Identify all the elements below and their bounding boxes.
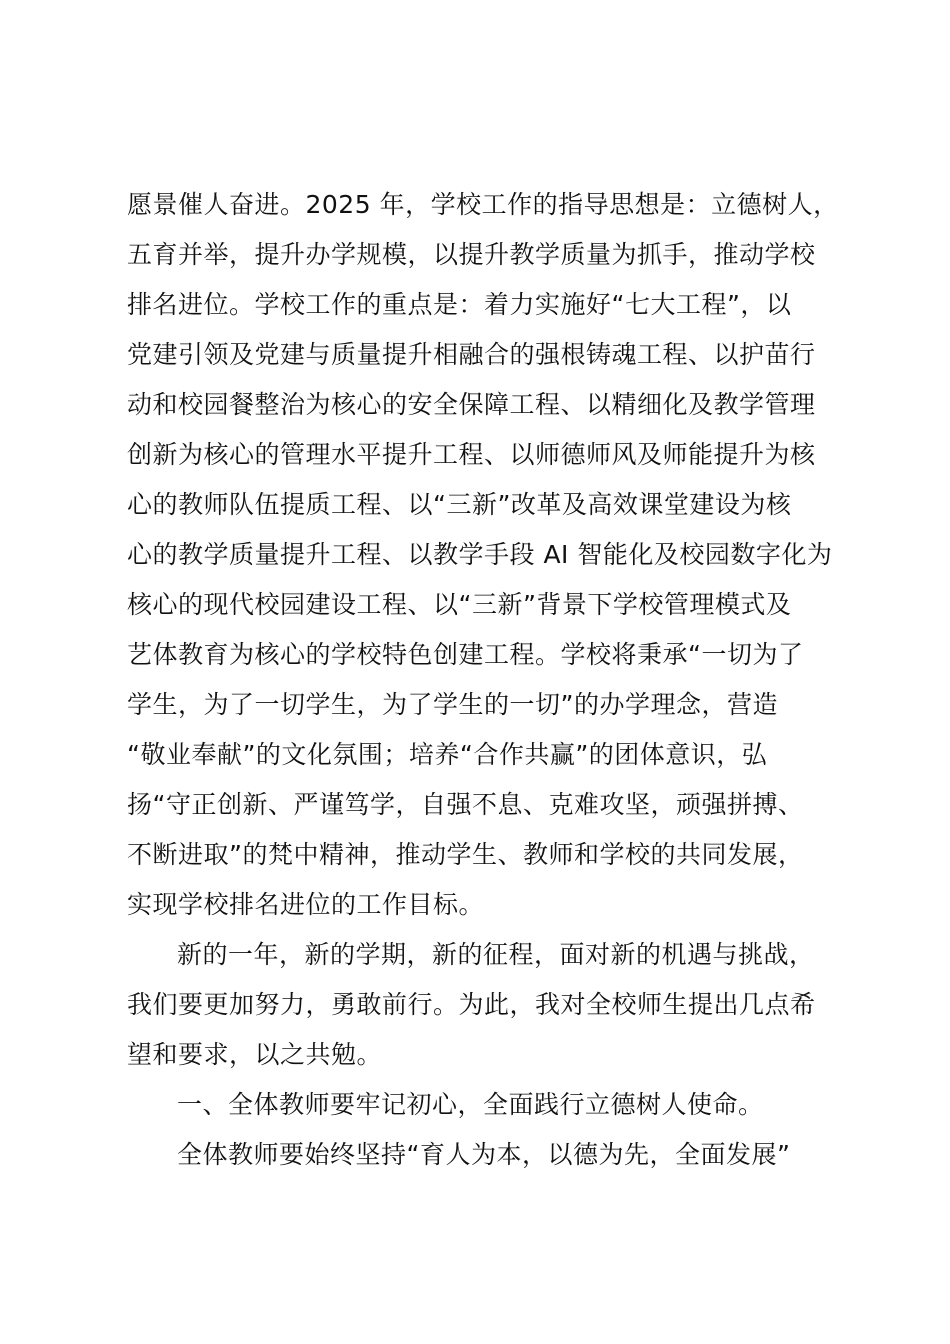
paragraph-line: 全体教师要始终坚持“育人为本，以德为先，全面发展” bbox=[177, 1140, 791, 1169]
paragraph-line: 学生，为了一切学生，为了学生的一切”的办学理念，营造 bbox=[127, 690, 778, 719]
paragraph-line: 五育并举，提升办学规模，以提升教学质量为抓手，推动学校 bbox=[127, 240, 816, 269]
paragraph-line: 我们要更加努力，勇敢前行。为此，我对全校师生提出几点希 bbox=[127, 990, 816, 1019]
paragraph-teachers bbox=[127, 1130, 837, 1180]
paragraph-line: 愿景催人奋进。2025 年，学校工作的指导思想是：立德树人， bbox=[127, 190, 839, 219]
paragraph-line: 新的一年，新的学期，新的征程，面对新的机遇与挑战， bbox=[177, 940, 815, 969]
body-text bbox=[127, 180, 837, 1180]
paragraph-line: 党建引领及党建与质量提升相融合的强根铸魂工程、以护苗行 bbox=[127, 340, 816, 369]
paragraph-line: “敬业奉献”的文化氛围；培养“合作共赢”的团体意识，弘 bbox=[127, 740, 768, 769]
paragraph-line: 扬“守正创新、严谨笃学，自强不息、克难攻坚，顽强拼搏、 bbox=[127, 790, 804, 819]
paragraph-line: 实现学校排名进位的工作目标。 bbox=[127, 890, 485, 919]
paragraph-line: 不断进取”的梵中精神，推动学生、教师和学校的共同发展， bbox=[127, 840, 804, 869]
paragraph-line: 心的教学质量提升工程、以教学手段 AI 智能化及校园数字化为 bbox=[127, 540, 833, 569]
paragraph-line: 艺体教育为核心的学校特色创建工程。学校将秉承“一切为了 bbox=[127, 640, 804, 669]
paragraph-line: 动和校园餐整治为核心的安全保障工程、以精细化及教学管理 bbox=[127, 390, 816, 419]
paragraph-line: 排名进位。学校工作的重点是：着力实施好“七大工程”，以 bbox=[127, 290, 792, 319]
paragraph-guiding-thought bbox=[127, 180, 837, 930]
paragraph-line: 望和要求，以之共勉。 bbox=[127, 1040, 383, 1069]
paragraph-new-year bbox=[127, 930, 837, 1080]
paragraph-line: 核心的现代校园建设工程、以“三新”背景下学校管理模式及 bbox=[127, 590, 792, 619]
section-heading: 一、全体教师要牢记初心，全面践行立德树人使命。 bbox=[177, 1090, 764, 1119]
paragraph-line: 创新为核心的管理水平提升工程、以师德师风及师能提升为核 bbox=[127, 440, 816, 469]
paragraph-line: 心的教师队伍提质工程、以“三新”改革及高效课堂建设为核 bbox=[127, 490, 792, 519]
